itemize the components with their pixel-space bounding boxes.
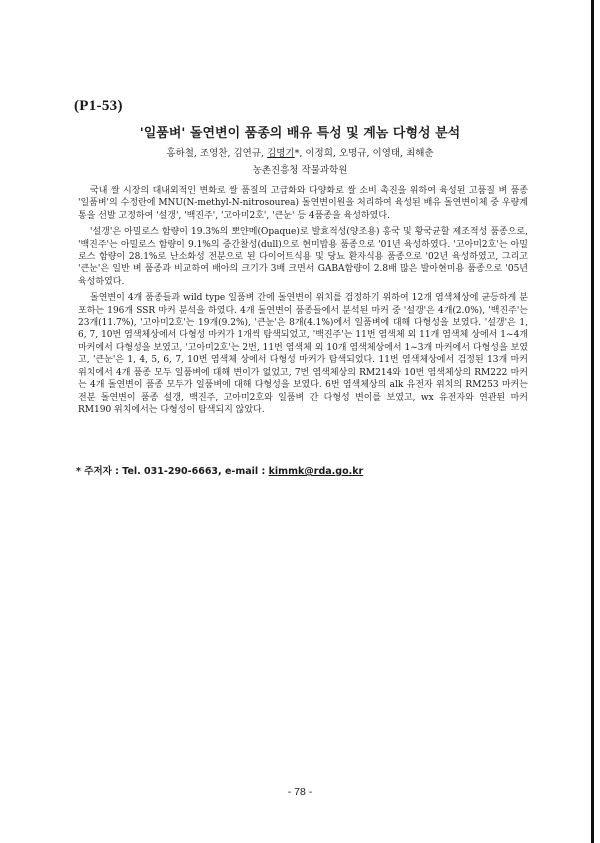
contact-line: [76, 463, 363, 477]
paragraph-2: '설갱'은 아밀로스 함량이 19.3%의 뽀얀메(Opaque)로 발효적성(양조용) 흥국 및 황국균할 제조적성 품종으로, '백진주'는 아밀로스 함량이 9.1%의 중간찰성(dull)으로 현미밥용 품종으로 '01년 육성하였다. '고아미2호'는 아밀로스 함량이 28.1%로 난소화성 전분으로 된 다이어트식용 및 당뇨 환자식용 품종으로 '02년 육성하였고, 그리고 '큰눈'은 일반 벼 품종과 비교하여 배아의 크기가 3배 크면서 GABA함량이 2.8배 많은 발아현미용 품종으로 '05년 육성하였다.: [78, 227, 528, 287]
authors-before: 홍하철, 조영찬, 김연규,: [166, 148, 268, 159]
abstract-code: (P1-53): [74, 98, 123, 114]
contact-label: * 주저자 : Tel. 031-290-6663, e-mail :: [76, 466, 269, 477]
affiliation: 농촌진흥청 작물과학원: [252, 165, 348, 176]
contact-email[interactable]: kimmk@rda.go.kr: [268, 466, 364, 477]
paragraph-1: 국내 쌀 시장의 대내외적인 변화로 쌀 품질의 고급화와 다양화로 쌀 소비 촉진을 위하여 육성된 고품질 벼 품종 '일품벼'의 수정란에 MNU(N-methyl-N-nitrosourea) 돌연변이원을 처리하여 육성된 배유 돌연변이체 중 우량계통을 선발 고정하여 '설갱', '백진주', '고아미2호', '큰눈' 등 4품종을 육성하였다.: [78, 186, 528, 221]
author-list: [0, 145, 600, 159]
abstract-title: '일품벼' 돌연변이 품종의 배유 특성 및 계놈 다형성 분석: [139, 126, 461, 141]
authors-after: *, 이정희, 오명규, 이영태, 최해춘: [294, 148, 434, 159]
page-number: - 78 -: [287, 786, 313, 798]
paragraph-3: 돌연변이 4개 품종들과 wild type 일품벼 간에 돌연변이 위치를 검정하기 위하여 12개 염색체상에 균등하게 분포하는 196개 SSR 마커 분석을 하였다. 4개 돌연변이 품종들에서 분석된 마커 중 '설갱'은 4개(2.0%), '백진주'는 23개(11.7%), '고아미2호'는 19개(9.2%), '큰눈'은 8개(4.1%)에서 일품벼에 대해 다형성을 보였다. '설갱'은 1, 6, 7, 10번 염색체상에서 다형성 마커가 1개씩 탐색되었고, '백진주'는 11번 염색체 외 11개 염색체 상에서 1~4개 마커에서 다형성을 보였고, '고아미2호'는 2번, 11번 염색체 외 10개 염색체상에서 1~3개 마커에서 다형성을 보였고, '큰눈'은 1, 4, 5, 6, 7, 10번 염색체 상에서 다형성 마커가 탐색되었다. 11번 염색체상에서 검정된 13개 마커 위치에서 4개 품종 모두 일품벼에 대해 변이가 없었고, 7번 염색체상의 RM214와 10번 염색체상의 RM222 마커는 4개 돌연변이 품종 모두가 일품벼에 대해 다형성을 보였다. 6번 염색체상의 alk 유전자 위치의 RM253 마커는 전분 돌연변이 품종 설갱, 백진주, 고아미2호와 일품벼 간 다형성 변이를 보였고, wx 유전자와 연관된 마커 RM190 위치에서는 다형성이 탐색되지 않았다.: [78, 293, 528, 415]
corresponding-author: 김명기: [267, 148, 295, 159]
abstract-body: [78, 185, 528, 420]
